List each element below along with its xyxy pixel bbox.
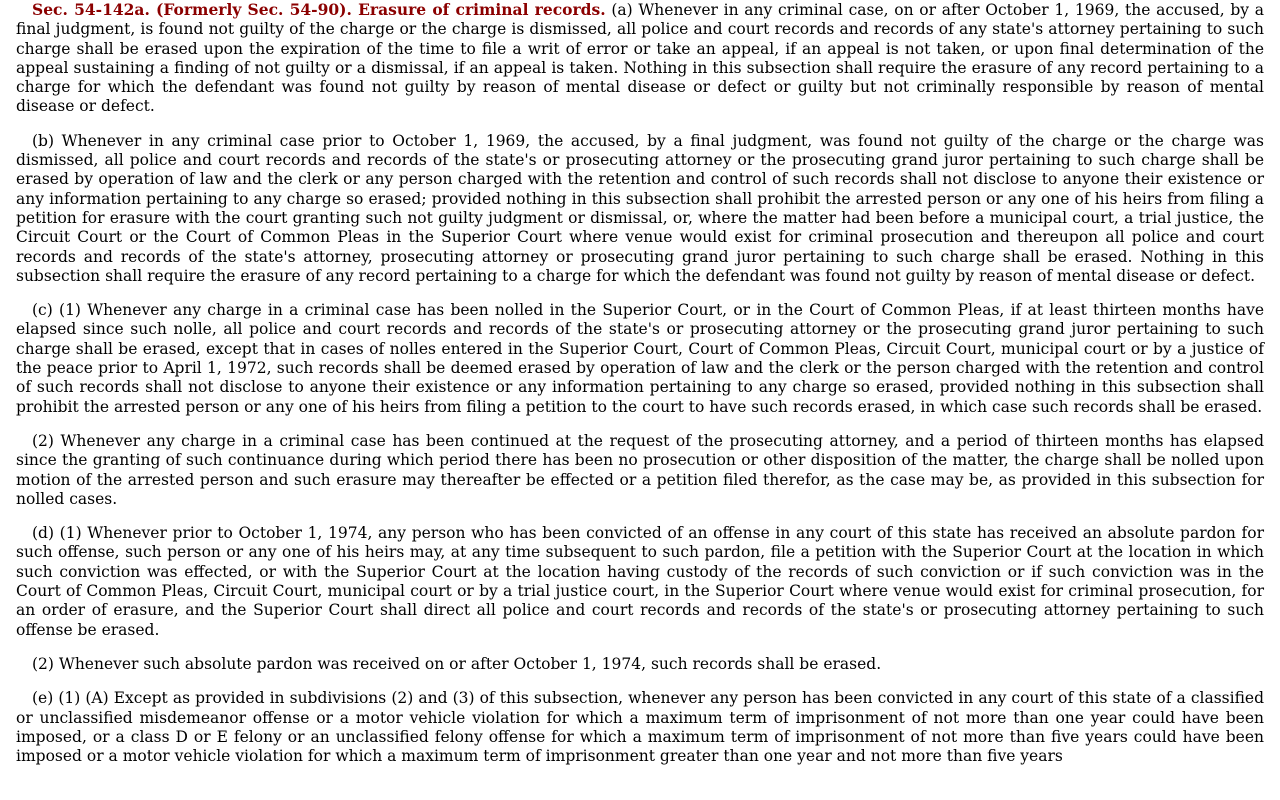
paragraph-c-2: (2) Whenever any charge in a criminal case has been continued at the request of the prosecuting attorney, and a period of thirteen months has elapsed since the granting of such continuance during which period there has been no prosecution or other disposition of the matter, the charge shall be nolled upon motion of the arrested person and such erasure may thereafter be effected or a petition filed therefor, as the case may be, as provided in this subsection for nolled cases. <box>16 431 1264 508</box>
paragraph-a <box>16 0 1264 117</box>
paragraph-b: (b) Whenever in any criminal case prior to October 1, 1969, the accused, by a final judgment, was found not guilty of the charge or the charge was dismissed, all police and court records and records of the state's or prosecuting attorney or the prosecuting grand juror pertaining to such charge shall be erased by operation of law and the clerk or any person charged with the retention and control of such records shall not disclose to anyone their existence or any information pertaining to any charge so erased; provided nothing in this subsection shall prohibit the arrested person or any one of his heirs from filing a petition for erasure with the court granting such not guilty judgment or dismissal, or, where the matter had been before a municipal court, a trial justice, the Circuit Court or the Court of Common Pleas in the Superior Court where venue would exist for criminal prosecution and thereupon all police and court records and records of the state's attorney, prosecuting attorney or prosecuting grand juror pertaining to such charge shall be erased. Nothing in this subsection shall require the erasure of any record pertaining to a charge for which the defendant was found not guilty by reason of mental disease or defect. <box>16 131 1264 285</box>
document-body <box>16 0 1264 781</box>
paragraph-e-1-a: (e) (1) (A) Except as provided in subdivisions (2) and (3) of this subsection, whenever any person has been convicted in any court of this state of a classified or unclassified misdemeanor offense or a motor vehicle violation for which a maximum term of imprisonment of not more than one year could have been imposed, or a class D or E felony or an unclassified felony offense for which a maximum term of imprisonment of not more than five years could have been imposed or a motor vehicle violation for which a maximum term of imprisonment greater than one year and not more than five years <box>16 689 1264 766</box>
paragraph-c-1: (c) (1) Whenever any charge in a criminal case has been nolled in the Superior Court, or in the Court of Common Pleas, if at least thirteen months have elapsed since such nolle, all police and court records and records of the state's or prosecuting attorney or the prosecuting grand juror pertaining to such charge shall be erased, except that in cases of nolles entered in the Superior Court, Court of Common Pleas, Circuit Court, municipal court or by a justice of the peace prior to April 1, 1972, such records shall be deemed erased by operation of law and the clerk or the person charged with the retention and control of such records shall not disclose to anyone their existence or any information pertaining to any charge so erased, provided nothing in this subsection shall prohibit the arrested person or any one of his heirs from filing a petition to the court to have such records erased, in which case such records shall be erased. <box>16 301 1264 416</box>
paragraph-d-1: (d) (1) Whenever prior to October 1, 1974, any person who has been convicted of an offense in any court of this state has received an absolute pardon for such offense, such person or any one of his heirs may, at any time subsequent to such pardon, file a petition with the Superior Court at the location in which such conviction was effected, or with the Superior Court at the location having custody of the records of such conviction or if such conviction was in the Court of Common Pleas, Circuit Court, municipal court or by a trial justice court, in the Superior Court where venue would exist for criminal prosecution, for an order of erasure, and the Superior Court shall direct all police and court records and records of the state's or prosecuting attorney pertaining to such offense be erased. <box>16 524 1264 639</box>
paragraph-a-text: (a) Whenever in any criminal case, on or after October 1, 1969, the accused, by a final judgment, is found not guilty of the charge or the charge is dismissed, all police and court records and records of any state's attorney pertaining to such charge shall be erased upon the expiration of the time to file a writ of error or take an appeal, if an appeal is not taken, or upon final determination of the appeal sustaining a finding of not guilty or a dismissal, if an appeal is taken. Nothing in this subsection shall require the erasure of any record pertaining to a charge for which the defendant was found not guilty by reason of mental disease or defect or guilty but not criminally responsible by reason of mental disease or defect. <box>16 1 1264 116</box>
section-heading: Sec. 54-142a. (Formerly Sec. 54-90). Erasure of criminal records. <box>32 0 606 19</box>
paragraph-d-2: (2) Whenever such absolute pardon was received on or after October 1, 1974, such records shall be erased. <box>32 654 882 673</box>
